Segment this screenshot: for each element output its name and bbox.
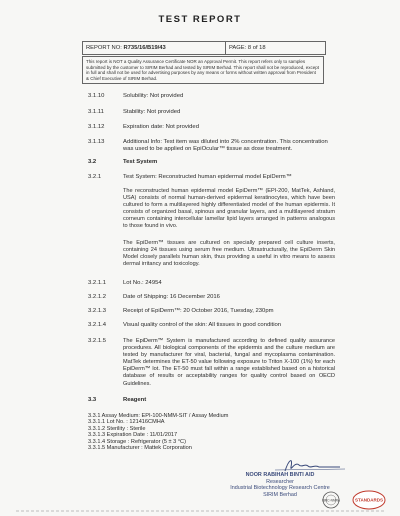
section-title: Test System [123, 159, 158, 165]
item-text: Test System: Reconstructed human epidermal model EpiDerm™ [123, 174, 292, 180]
reagent-line: 3.3.1.2 Sterility : Sterile [88, 425, 146, 432]
item-text: Lot No.: 24954 [123, 280, 162, 286]
reagent-line: 3.3.1 Assay Medium: EPI-100-NMM-SIT / Assay Medium [88, 413, 229, 419]
item-number: 3.1.12 [88, 124, 105, 130]
section-number: 3.3 [88, 397, 97, 403]
item-text: Additional Info: Test item was diluted into 2% concentration. This concentration was used to be applied on EpiOcular™ tissue as dose treatment. [123, 139, 328, 153]
footer-divider [16, 510, 386, 512]
section-title: Reagent [123, 397, 147, 403]
disclaimer-box: This report is NOT a Quality Assurance Certificate NOR an Approval Permit. This report refers only to samples submitted by the customer to SIRIM Berhad and tested by SIRIM Berhad. This report shall not be reproduced, except in full and shall not be used for advertising purposes by any means or forms without written approval from President & Chief Executive of SIRIM Berhad. [82, 56, 324, 84]
item-text: Stability: Not provided [123, 109, 181, 115]
logo-text: IBRC-NMRA [321, 498, 341, 503]
signatory-organization: SIRIM Berhad [263, 491, 297, 498]
reagent-list [88, 413, 228, 451]
reagent-line: 3.3.1.3 Expiration Date : 11/01/2017 [88, 432, 178, 439]
reagent-line: 3.3.1.4 Storage : Refrigerator (5 ± 3 °C) [88, 438, 186, 445]
signatory-role: Researcher [266, 478, 294, 485]
signatory-department: Industrial Biotechnology Research Centre [230, 485, 330, 491]
item-text: The EpiDerm™ System is manufactured according to defined quality assurance procedures. All biological components of the epidermis and the culture medium are tested by manufacturer for viral, bacterial, fungal and mycoplasma contamination. MatTek determines the ET-50 value following exposure to Triton X-100 (1%) for each EpiDerm™ lot. The ET-50 must fall within a range established based on a historical database of results or acceptability ranges for quality control based on OECD Guidelines. [123, 338, 335, 387]
report-header-table [82, 41, 326, 55]
item-text: Solubility: Not provided [123, 93, 184, 99]
report-number: R735/16/B19/43 [123, 45, 166, 51]
accreditation-logo [320, 491, 342, 509]
item-text: Expiration date: Not provided [123, 124, 199, 130]
item-number: 3.2.1 [88, 174, 102, 180]
epiderm-culture-description: The EpiDerm™ tissues are cultured on specially prepared cell culture inserts, containing 24 tissues using serum free medium. Ultrastructurally, the EpiDerm Skin Model closely parallels human skin, thus providing a useful in vitro means to assess dermal irritancy and toxicology. [123, 240, 335, 268]
signatory-name: NOOR RABIHAH BINTI AID [245, 472, 315, 478]
page-number: PAGE: 8 of 18 [229, 45, 266, 51]
report-number-cell [83, 42, 226, 54]
item-number: 3.2.1.3 [88, 308, 107, 314]
item-number: 3.2.1.2 [88, 294, 107, 300]
standards-logo [352, 490, 386, 510]
logo-text: STANDARDS [355, 497, 383, 503]
reagent-line: 3.3.1.5 Manufacturer : Mattek Corporation [88, 445, 192, 452]
item-number: 3.2.1.5 [88, 338, 107, 344]
item-text: Visual quality control of the skin: All tissues in good condition [123, 322, 282, 328]
reagent-line: 3.3.1.1 Lot No. : 121416CMHA [88, 419, 165, 426]
section-number: 3.2 [88, 159, 97, 165]
report-number-label: REPORT NO: [86, 45, 122, 51]
item-text: Date of Shipping: 16 December 2016 [123, 294, 220, 300]
item-number: 3.1.10 [88, 93, 105, 99]
item-number: 3.1.11 [88, 109, 104, 115]
item-text: Receipt of EpiDerm™: 20 October 2016, Tuesday, 230pm [123, 308, 274, 314]
epiderm-description: The reconstructed human epidermal model EpiDerm™ (EPI-200, MatTek, Ashland, USA) consists of normal human-derived epidermal keratinocytes, which have been cultured to form a multilayered highly differentiated model of the human epidermis. It consists of organized basal, spinous and granular layers, and a multilayered stratum corneum containing intercellular lamellar lipid layers arranged in patterns analogous to those found in vivo. [123, 188, 335, 230]
item-number: 3.2.1.1 [88, 280, 107, 286]
item-number: 3.1.13 [88, 139, 105, 145]
item-number: 3.2.1.4 [88, 322, 107, 328]
page-title: TEST REPORT [158, 14, 242, 25]
